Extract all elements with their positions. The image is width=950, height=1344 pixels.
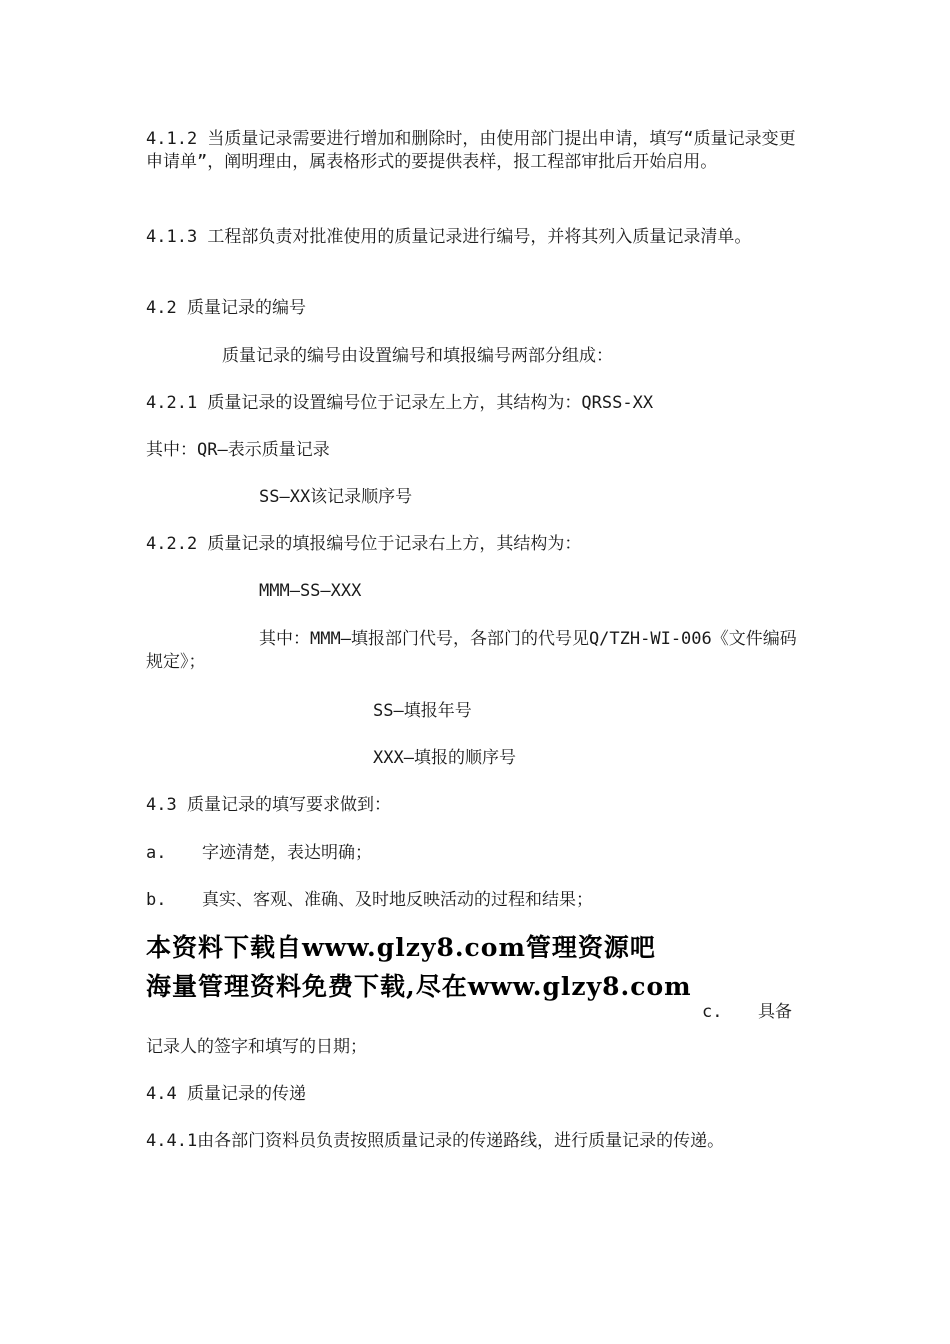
list-text-a: 字迹清楚，表达明确；: [202, 843, 372, 863]
watermark-line-2: 海量管理资料免费下载,尽在www.glzy8.com: [146, 972, 692, 1001]
list-item-c: [702, 1001, 792, 1024]
paragraph-4-1-2: 4.1.2 当质量记录需要进行增加和删除时，由使用部门提出申请，填写“质量记录变更申请单”，阐明理由，属表格形式的要提供表样，报工程部审批后开始启用。: [146, 129, 796, 172]
paragraph-4-2-2-mmm: 其中：MMM—填报部门代号，各部门的代号见Q/TZH-WI-006《文件编码规定》；: [146, 629, 797, 672]
paragraph-4-2-1-ss: SS—XX该记录顺序号: [259, 487, 413, 507]
list-item-c-continuation: 记录人的签字和填写的日期；: [146, 1037, 367, 1057]
paragraph-4-2-intro: 质量记录的编号由设置编号和填报编号两部分组成：: [222, 346, 613, 366]
list-marker-c: c.: [702, 1002, 723, 1022]
heading-4-4: 4.4 质量记录的传递: [146, 1084, 306, 1104]
list-item-a: [146, 842, 372, 865]
paragraph-4-2-2-structure: MMM—SS—XXX: [259, 581, 362, 601]
paragraph-4-1-3: 4.1.3 工程部负责对批准使用的质量记录进行编号，并将其列入质量记录清单。: [146, 227, 752, 247]
paragraph-4-2-1-qr: 其中：QR—表示质量记录: [146, 440, 330, 460]
paragraph-4-2-2-ss: SS—填报年号: [373, 701, 472, 721]
heading-4-2: 4.2 质量记录的编号: [146, 298, 306, 318]
list-text-c: 具备: [758, 1002, 792, 1022]
list-text-b: 真实、客观、准确、及时地反映活动的过程和结果；: [202, 890, 593, 910]
paragraph-4-2-1: 4.2.1 质量记录的设置编号位于记录左上方，其结构为：QRSS-XX: [146, 393, 654, 413]
list-item-b: [146, 889, 593, 912]
paragraph-4-2-2: 4.2.2 质量记录的填报编号位于记录右上方，其结构为：: [146, 534, 582, 554]
list-marker-b: b.: [146, 890, 167, 910]
heading-4-3: 4.3 质量记录的填写要求做到：: [146, 795, 391, 815]
paragraph-4-4-1: 4.4.1由各部门资料员负责按照质量记录的传递路线，进行质量记录的传递。: [146, 1131, 725, 1151]
watermark-line-1: 本资料下载自www.glzy8.com管理资源吧: [146, 933, 656, 962]
paragraph-4-2-2-xxx: XXX—填报的顺序号: [373, 748, 516, 768]
list-marker-a: a.: [146, 843, 167, 863]
